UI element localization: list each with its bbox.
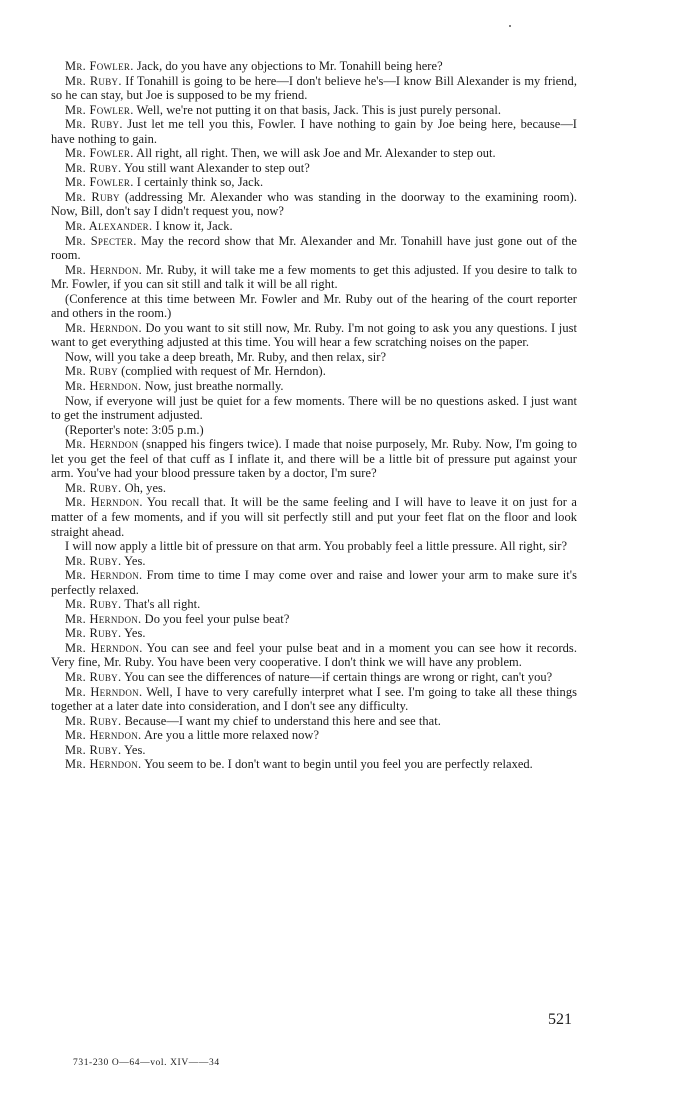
transcript-paragraph <box>51 394 577 423</box>
transcript-paragraph <box>51 364 577 379</box>
speaker-name: Mr. Ruby. <box>65 117 123 132</box>
speaker-name: Mr. Herndon. <box>65 728 142 743</box>
transcript-paragraph <box>51 103 577 118</box>
transcript-paragraph <box>51 554 577 569</box>
paragraph-text: You seem to be. I don't want to begin until you feel you are perfectly relaxed. <box>144 757 533 772</box>
paragraph-text: If Tonahill is going to be here—I don't believe he's—I know Bill Alexander is my friend, so he can stay, but Joe is supposed to be my friend. <box>51 73 577 103</box>
paragraph-text: Yes. <box>124 626 146 641</box>
speaker-name: Mr. Fowler. <box>65 59 134 73</box>
paragraph-text: Because—I want my chief to understand this here and see that. <box>124 713 441 728</box>
speaker-name: Mr. Ruby. <box>65 160 122 175</box>
paragraph-text: Now, if everyone will just be quiet for a few moments. There will be no questions asked. I just want to get the instrument adjusted. <box>51 393 577 423</box>
speaker-name: Mr. Ruby. <box>65 742 122 757</box>
paragraph-text: All right, all right. Then, we will ask Joe and Mr. Alexander to step out. <box>136 146 496 161</box>
paragraph-text: (complied with request of Mr. Herndon). <box>121 364 326 379</box>
speaker-name: Mr. Fowler. <box>65 102 134 117</box>
paragraph-text: You recall that. It will be the same feeling and I will have to leave it on just for a matter of a few moments, and if you will sit perfectly still and put your feet flat on the floor and look straight ahead. <box>51 495 577 539</box>
transcript-paragraph <box>51 481 577 496</box>
paragraph-text: (Reporter's note: 3:05 p.m.) <box>65 422 204 437</box>
speaker-name: Mr. Herndon. <box>65 320 142 335</box>
paragraph-text: Are you a little more relaxed now? <box>143 728 320 743</box>
transcript-paragraph <box>51 175 577 190</box>
paragraph-text: I will now apply a little bit of pressure on that arm. You probably feel a little pressure. All right, sir? <box>65 539 568 554</box>
speaker-name: Mr. Ruby. <box>65 626 122 641</box>
transcript-paragraph <box>51 161 577 176</box>
paragraph-text: (addressing Mr. Alexander who was standing in the doorway to the examining room). Now, Bill, don't say I didn't request you, now? <box>51 189 577 219</box>
speaker-name: Mr. Ruby <box>65 189 120 204</box>
paragraph-text: Oh, yes. <box>124 480 167 495</box>
paragraph-text: Just let me tell you this, Fowler. I have nothing to gain by Joe being here, because—I have nothing to gain. <box>51 117 577 146</box>
speaker-name: Mr. Fowler. <box>65 146 134 161</box>
paragraph-text: Yes. <box>124 742 146 757</box>
transcript-paragraph <box>51 263 577 292</box>
speaker-name: Mr. Herndon. <box>65 262 143 277</box>
paragraph-text: I know it, Jack. <box>155 219 233 234</box>
paragraph-text: Do you want to sit still now, Mr. Ruby. I'm not going to ask you any questions. I just want to get everything adjusted at this time. You will hear a few scratching noises on the paper. <box>51 320 577 350</box>
transcript-paragraph <box>51 74 577 103</box>
paragraph-text: Now, will you take a deep breath, Mr. Ruby, and then relax, sir? <box>65 349 387 364</box>
transcript-paragraph <box>51 190 577 219</box>
speaker-name: Mr. Herndon. <box>65 757 142 772</box>
print-code: 731-230 O—64—vol. XIV——34 <box>73 1058 220 1068</box>
paragraph-text: You can see and feel your pulse beat and in a moment you can see how it records. Very fine, Mr. Ruby. You have been very cooperative. I don't think we will have any problem. <box>51 640 577 670</box>
speaker-name: Mr. Herndon. <box>65 611 142 626</box>
speaker-name: Mr. Herndon. <box>65 684 143 699</box>
paragraph-text: You can see the differences of nature—if certain things are wrong or right, can't you? <box>124 669 553 684</box>
paragraph-text: That's all right. <box>124 597 201 612</box>
speaker-name: Mr. Herndon. <box>65 640 143 655</box>
paragraph-text: From time to time I may come over and raise and lower your arm to make sure it's perfectly relaxed. <box>51 568 577 597</box>
speaker-name: Mr. Herndon. <box>65 379 142 394</box>
paragraph-text: Do you feel your pulse beat? <box>144 611 290 626</box>
transcript-paragraph <box>51 728 577 743</box>
transcript-paragraph <box>51 495 577 539</box>
transcript-paragraph <box>51 292 577 321</box>
speaker-name: Mr. Ruby. <box>65 73 122 88</box>
speaker-name: Mr. Herndon. <box>65 568 143 583</box>
transcript-paragraph <box>51 59 577 74</box>
speaker-name: Mr. Alexander. <box>65 219 153 234</box>
transcript-body <box>51 59 577 772</box>
speaker-name: Mr. Herndon. <box>65 495 143 510</box>
speaker-name: Mr. Herndon <box>65 437 139 452</box>
speaker-name: Mr. Ruby. <box>65 669 122 684</box>
transcript-paragraph <box>51 670 577 685</box>
paragraph-text: Well, I have to very carefully interpret what I see. I'm going to take all these things together at a later date into consideration, and I don't see any difficulty. <box>51 684 577 714</box>
transcript-paragraph <box>51 117 577 146</box>
transcript-paragraph <box>51 714 577 729</box>
transcript-paragraph <box>51 423 577 438</box>
transcript-paragraph <box>51 597 577 612</box>
transcript-paragraph <box>51 219 577 234</box>
scan-speck <box>509 25 511 27</box>
paragraph-text: You still want Alexander to step out? <box>124 160 310 175</box>
speaker-name: Mr. Ruby. <box>65 553 122 568</box>
transcript-paragraph <box>51 641 577 670</box>
transcript-paragraph <box>51 234 577 263</box>
speaker-name: Mr. Fowler. <box>65 175 134 190</box>
paragraph-text: Now, just breathe normally. <box>144 379 284 394</box>
transcript-paragraph <box>51 626 577 641</box>
page-number: 521 <box>548 1011 572 1028</box>
paragraph-text: (snapped his fingers twice). I made that noise purposely, Mr. Ruby. Now, I'm going to let you get the feel of that cuff as I inflate it, and there will be a little bit of pressure put against your arm. You've had your blood pressure taken by a doctor, I'm sure? <box>51 437 577 481</box>
paragraph-text: May the record show that Mr. Alexander and Mr. Tonahill have just gone out of the room. <box>51 233 577 263</box>
paragraph-text: Jack, do you have any objections to Mr. Tonahill being here? <box>136 59 443 73</box>
transcript-paragraph <box>51 743 577 758</box>
speaker-name: Mr. Ruby. <box>65 713 122 728</box>
transcript-paragraph <box>51 146 577 161</box>
transcript-paragraph <box>51 612 577 627</box>
paragraph-text: Well, we're not putting it on that basis, Jack. This is just purely personal. <box>136 102 502 117</box>
transcript-paragraph <box>51 539 577 554</box>
transcript-paragraph <box>51 350 577 365</box>
transcript-paragraph <box>51 379 577 394</box>
transcript-paragraph <box>51 757 577 772</box>
speaker-name: Mr. Ruby <box>65 364 118 379</box>
paragraph-text: Mr. Ruby, it will take me a few moments to get this adjusted. If you desire to talk to Mr. Fowler, if you can sit still and talk it will be all right. <box>51 262 577 292</box>
paragraph-text: (Conference at this time between Mr. Fowler and Mr. Ruby out of the hearing of the court reporter and others in the room.) <box>51 291 577 321</box>
paragraph-text: Yes. <box>124 553 146 568</box>
paragraph-text: I certainly think so, Jack. <box>136 175 264 190</box>
speaker-name: Mr. Specter. <box>65 233 137 248</box>
transcript-paragraph <box>51 568 577 597</box>
transcript-paragraph <box>51 321 577 350</box>
transcript-paragraph <box>51 685 577 714</box>
speaker-name: Mr. Ruby. <box>65 597 122 612</box>
transcript-paragraph <box>51 437 577 481</box>
speaker-name: Mr. Ruby. <box>65 480 122 495</box>
